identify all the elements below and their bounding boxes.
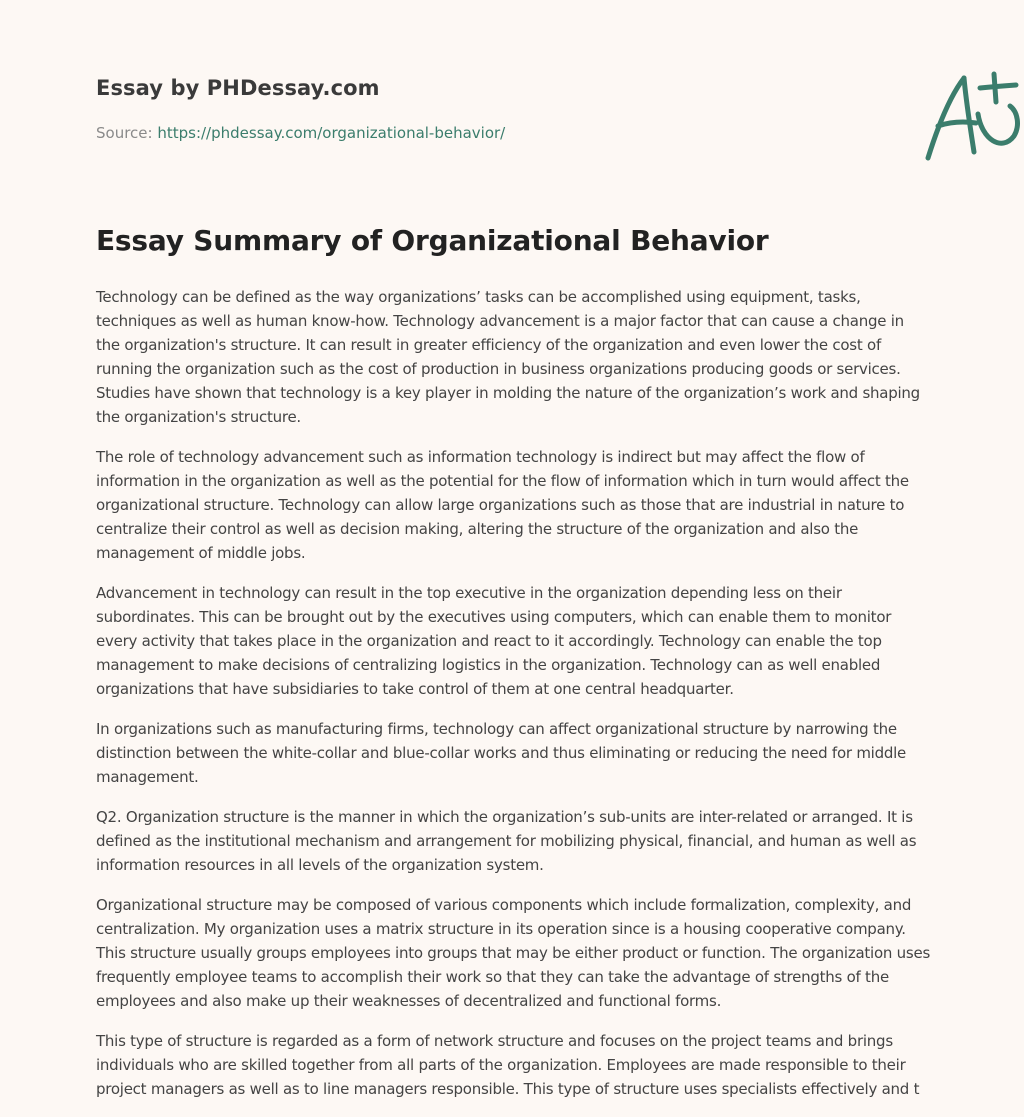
paragraph-2: The role of technology advancement such as information technology is indirect but may affect the flow of information in the organization as well as the potential for the flow of information which in turn would affect the organizational structure. Technology can allow large organizations such as those that are industrial in nature to centralize their control as well as decision making, altering the structure of the organization and also the management of middle jobs. [96,448,909,562]
brand-title: Essay by PHDessay.com [96,76,380,100]
paragraph-7: This type of structure is regarded as a form of network structure and focuses on the project teams and brings individuals who are skilled together from all parts of the organization. Employees are made responsible to their project managers as well as to line managers responsible. This type of structure uses specialists effectively and t [96,1032,920,1098]
paragraph-6: Organizational structure may be composed of various components which include formalization, complexity, and centralization. My organization uses a matrix structure in its operation since is a housing cooperative company. This structure usually groups employees into groups that may be either product or function. The organization uses frequently employee teams to accomplish their work so that they can take the advantage of strengths of the employees and also make up their weaknesses of decentralized and functional forms. [96,896,931,1010]
paragraph-3: Advancement in technology can result in the top executive in the organization depending less on their subordinates. This can be brought out by the executives using computers, which can enable them to monitor every activity that takes place in the organization and react to it accordingly. Technology can enable the top management to make decisions of centralizing logistics in the organization. Technology can as well enabled organizations that have subsidiaries to take control of them at one central headquarter. [96,584,892,698]
page-title: Essay Summary of Organizational Behavior [96,224,769,257]
a-plus-logo-icon [916,66,1024,166]
paragraph-1: Technology can be defined as the way organizations’ tasks can be accomplished using equipment, tasks, techniques as well as human know-how. Technology advancement is a major factor that can cause a change in the organization's structure. It can result in greater efficiency of the organization and even lower the cost of running the organization such as the cost of production in business organizations producing goods or services. Studies have shown that technology is a key player in molding the nature of the organization’s work and shaping the organization's structure. [96,288,920,426]
source-label: Source: [96,124,158,142]
article-body [96,285,932,1117]
paragraph-4: In organizations such as manufacturing firms, technology can affect organizational structure by narrowing the distinction between the white-collar and blue-collar works and thus eliminating or reducing the need for middle management. [96,720,907,786]
source-link[interactable]: https://phdessay.com/organizational-behavior/ [157,124,506,142]
source-line [96,124,505,142]
paragraph-5: Q2. Organization structure is the manner in which the organization’s sub-units are inter-related or arranged. It is defined as the institutional mechanism and arrangement for mobilizing physical, financial, and human as well as information resources in all levels of the organization system. [96,808,917,874]
